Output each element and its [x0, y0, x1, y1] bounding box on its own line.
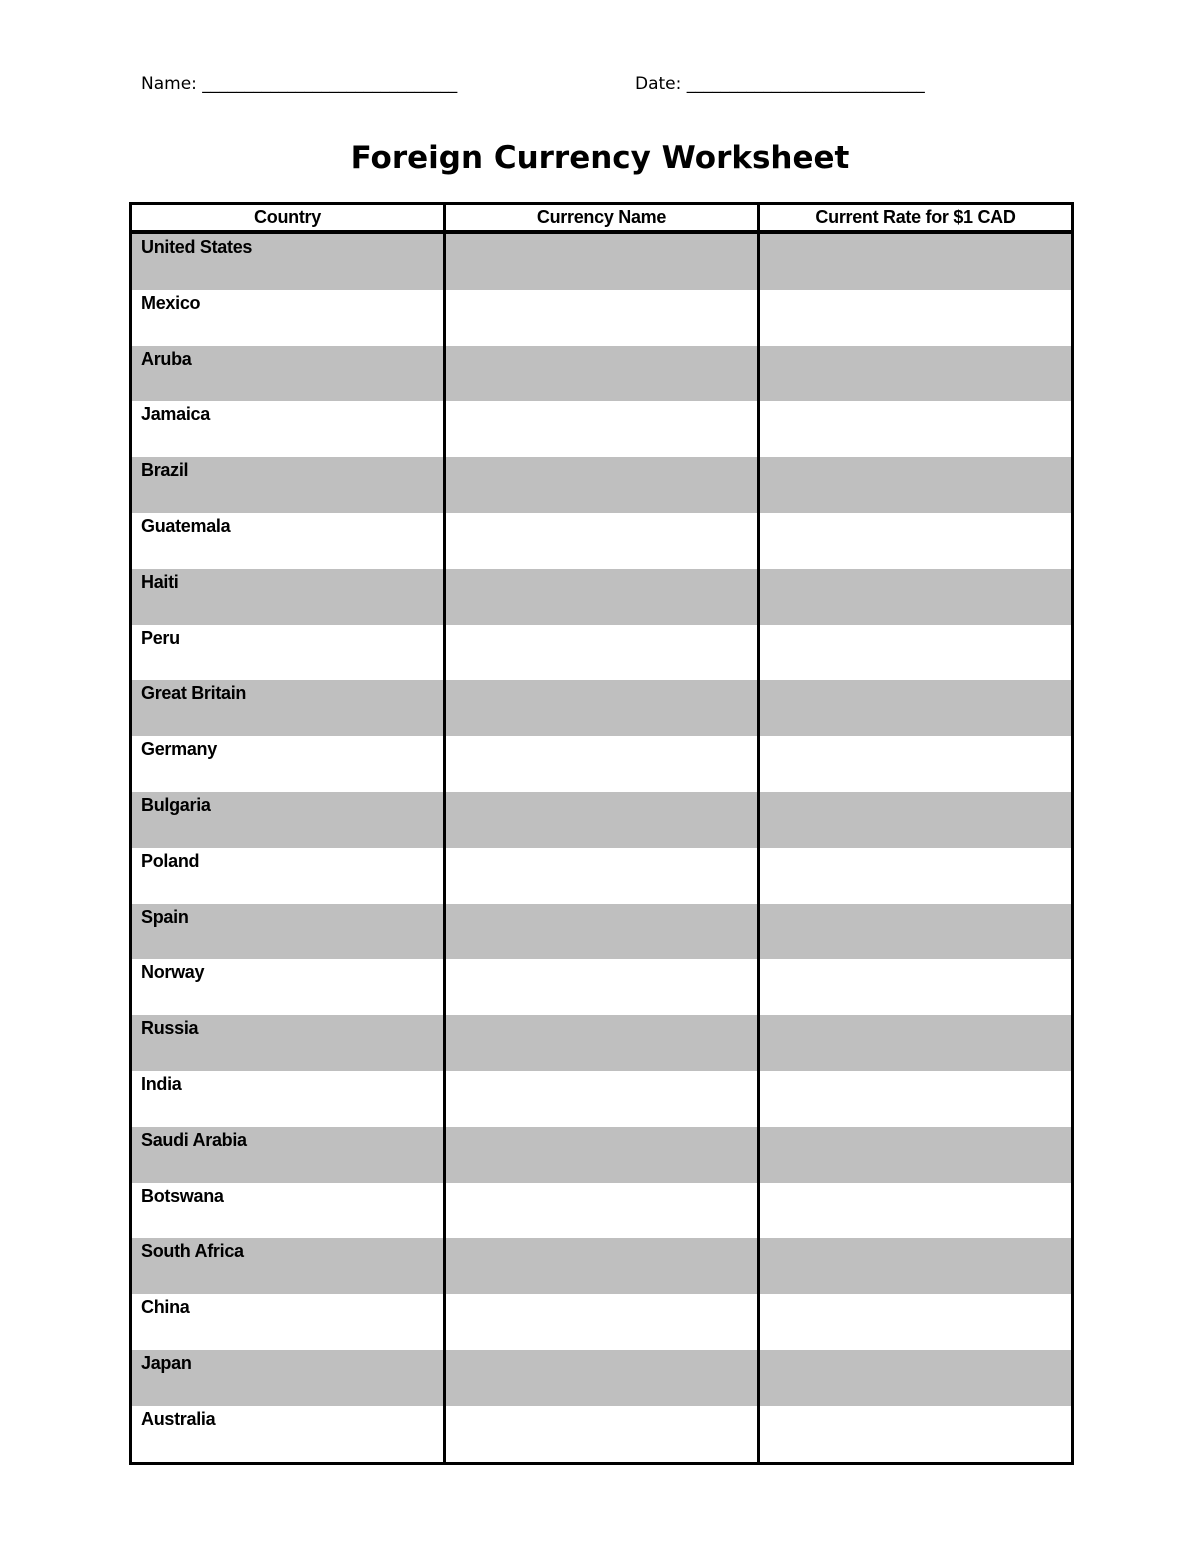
table-row — [131, 904, 1073, 960]
date-field[interactable]: Date: ____________________________ — [635, 74, 925, 94]
table-row — [131, 1127, 1073, 1183]
currency-name-cell[interactable] — [445, 1406, 759, 1463]
country-cell: Japan — [131, 1350, 445, 1406]
currency-name-cell[interactable] — [445, 569, 759, 625]
rate-cell[interactable] — [759, 457, 1073, 513]
rate-cell[interactable] — [759, 904, 1073, 960]
table-row — [131, 848, 1073, 904]
country-cell: Aruba — [131, 346, 445, 402]
rate-cell[interactable] — [759, 1350, 1073, 1406]
table-row — [131, 680, 1073, 736]
rate-cell[interactable] — [759, 625, 1073, 681]
currency-name-cell[interactable] — [445, 1350, 759, 1406]
column-header-rate: Current Rate for $1 CAD — [759, 204, 1073, 233]
currency-name-cell[interactable] — [445, 513, 759, 569]
currency-name-cell[interactable] — [445, 680, 759, 736]
rate-cell[interactable] — [759, 792, 1073, 848]
table-row — [131, 346, 1073, 402]
country-cell: Germany — [131, 736, 445, 792]
rate-cell[interactable] — [759, 1238, 1073, 1294]
table-row — [131, 736, 1073, 792]
country-cell: Australia — [131, 1406, 445, 1463]
table-row — [131, 569, 1073, 625]
rate-cell[interactable] — [759, 513, 1073, 569]
table-row — [131, 290, 1073, 346]
table-row — [131, 792, 1073, 848]
country-cell: Haiti — [131, 569, 445, 625]
country-cell: India — [131, 1071, 445, 1127]
country-cell: Mexico — [131, 290, 445, 346]
currency-name-cell[interactable] — [445, 457, 759, 513]
table-row — [131, 1238, 1073, 1294]
table-row — [131, 1183, 1073, 1239]
table-row — [131, 1294, 1073, 1350]
rate-cell[interactable] — [759, 1183, 1073, 1239]
column-header-currency-name: Currency Name — [445, 204, 759, 233]
currency-name-cell[interactable] — [445, 1127, 759, 1183]
currency-name-cell[interactable] — [445, 1015, 759, 1071]
currency-name-cell[interactable] — [445, 792, 759, 848]
rate-cell[interactable] — [759, 1406, 1073, 1463]
table-row — [131, 1015, 1073, 1071]
rate-cell[interactable] — [759, 569, 1073, 625]
currency-name-cell[interactable] — [445, 401, 759, 457]
currency-name-cell[interactable] — [445, 1183, 759, 1239]
rate-cell[interactable] — [759, 290, 1073, 346]
worksheet-title: Foreign Currency Worksheet — [350, 140, 850, 176]
country-cell: Spain — [131, 904, 445, 960]
table-header-row — [131, 204, 1073, 233]
rate-cell[interactable] — [759, 959, 1073, 1015]
country-cell: Jamaica — [131, 401, 445, 457]
country-cell: Bulgaria — [131, 792, 445, 848]
currency-table — [129, 202, 1071, 1465]
table-row — [131, 401, 1073, 457]
currency-name-cell[interactable] — [445, 1238, 759, 1294]
currency-name-cell[interactable] — [445, 625, 759, 681]
currency-name-cell[interactable] — [445, 346, 759, 402]
rate-cell[interactable] — [759, 680, 1073, 736]
table-row — [131, 1071, 1073, 1127]
table-row — [131, 232, 1073, 290]
country-cell: Norway — [131, 959, 445, 1015]
country-cell: Saudi Arabia — [131, 1127, 445, 1183]
rate-cell[interactable] — [759, 401, 1073, 457]
table-row — [131, 625, 1073, 681]
currency-name-cell[interactable] — [445, 1071, 759, 1127]
table-row — [131, 513, 1073, 569]
country-cell: Great Britain — [131, 680, 445, 736]
rate-cell[interactable] — [759, 232, 1073, 290]
country-cell: Peru — [131, 625, 445, 681]
country-cell: South Africa — [131, 1238, 445, 1294]
rate-cell[interactable] — [759, 1127, 1073, 1183]
currency-name-cell[interactable] — [445, 290, 759, 346]
country-cell: China — [131, 1294, 445, 1350]
currency-name-cell[interactable] — [445, 959, 759, 1015]
rate-cell[interactable] — [759, 736, 1073, 792]
table-row — [131, 1350, 1073, 1406]
rate-cell[interactable] — [759, 1071, 1073, 1127]
country-cell: Guatemala — [131, 513, 445, 569]
currency-name-cell[interactable] — [445, 904, 759, 960]
rate-cell[interactable] — [759, 848, 1073, 904]
table-row — [131, 959, 1073, 1015]
country-cell: Russia — [131, 1015, 445, 1071]
rate-cell[interactable] — [759, 346, 1073, 402]
country-cell: United States — [131, 232, 445, 290]
table-row — [131, 457, 1073, 513]
rate-cell[interactable] — [759, 1015, 1073, 1071]
name-field[interactable]: Name: ______________________________ — [141, 74, 458, 94]
rate-cell[interactable] — [759, 1294, 1073, 1350]
currency-name-cell[interactable] — [445, 1294, 759, 1350]
currency-name-cell[interactable] — [445, 848, 759, 904]
country-cell: Poland — [131, 848, 445, 904]
table-row — [131, 1406, 1073, 1463]
currency-name-cell[interactable] — [445, 736, 759, 792]
currency-name-cell[interactable] — [445, 232, 759, 290]
country-cell: Brazil — [131, 457, 445, 513]
country-cell: Botswana — [131, 1183, 445, 1239]
column-header-country: Country — [131, 204, 445, 233]
